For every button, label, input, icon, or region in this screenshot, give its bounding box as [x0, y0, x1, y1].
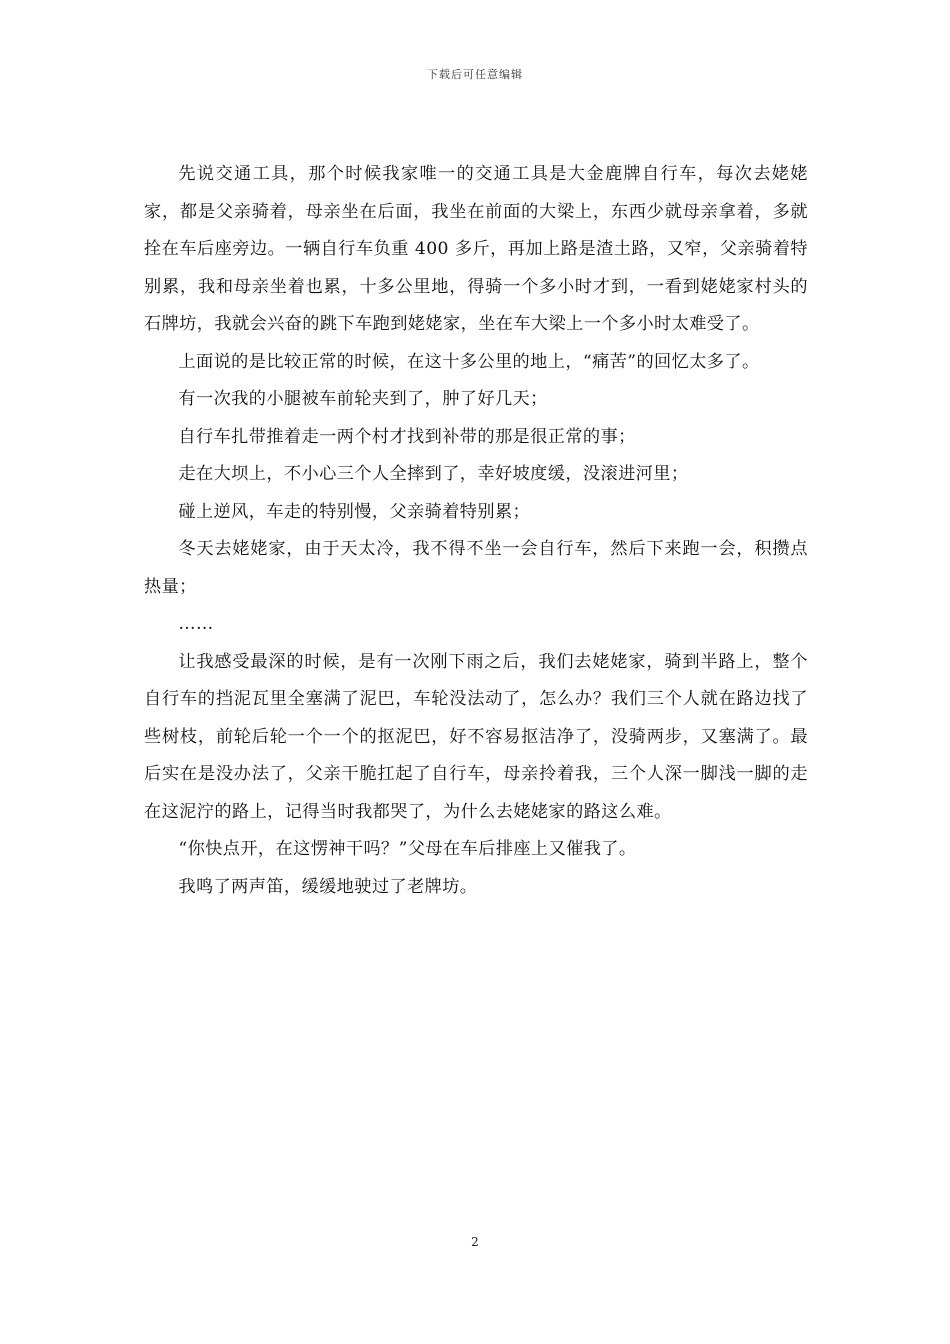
paragraph: 碰上逆风，车走的特别慢，父亲骑着特别累；: [178, 501, 531, 522]
header-note: 下载后可任意编辑: [427, 68, 523, 81]
page-number: 2: [471, 1235, 479, 1249]
paragraph: 让我感受最深的时候，是有一次刚下雨之后，我们去姥姥家，骑到半路上，整个自行车的挡泥瓦里全塞满了泥巴，车轮没法动了，怎么办？我们三个人就在路边找了些树枝，前轮后轮一个一个的抠泥巴，好不容易抠洁净了，没骑两步，又塞满了。最后实在是没办法了，父亲干脆扛起了自行车，母亲拎着我，三个人深一脚浅一脚的走在这泥泞的路上，记得当时我都哭了，为什么去姥姥家的路这么难。: [144, 651, 808, 822]
paragraph: 上面说的是比较正常的时候，在这十多公里的地上，“痛苦”的回忆太多了。: [178, 351, 760, 372]
paragraph: 有一次我的小腿被车前轮夹到了，肿了好几天；: [178, 389, 548, 409]
paragraph: 自行车扎带推着走一两个村才找到补带的那是很正常的事；: [178, 426, 636, 447]
paragraph: 冬天去姥姥家，由于天太冷，我不得不坐一会自行车，然后下来跑一会，积攒点热量；: [144, 539, 808, 597]
ellipsis-paragraph: ……: [178, 614, 214, 634]
paragraph: 先说交通工具，那个时候我家唯一的交通工具是大金鹿牌自行车，每次去姥姥家，都是父亲骑着，母亲坐在后面，我坐在前面的大梁上，东西少就母亲拿着，多就拴在车后座旁边。一辆自行车负重 400 多斤，再加上路是渣土路，又窄，父亲骑着特别累，我和母亲坐着也累，十多公里地，得骑一个多小时才到，一看到姥姥家村头的石牌坊，我就会兴奋的跳下车跑到姥姥家，坐在车大梁上一个多小时太难受了。: [144, 164, 808, 334]
document-body: [144, 156, 808, 906]
paragraph: 我鸣了两声笛，缓缓地驶过了老牌坊。: [178, 876, 478, 897]
paragraph: “你快点开，在这愣神干吗？”父母在车后排座上又催我了。: [178, 839, 637, 859]
paragraph: 走在大坝上，不小心三个人全摔到了，幸好坡度缓，没滚进河里；: [178, 464, 689, 484]
